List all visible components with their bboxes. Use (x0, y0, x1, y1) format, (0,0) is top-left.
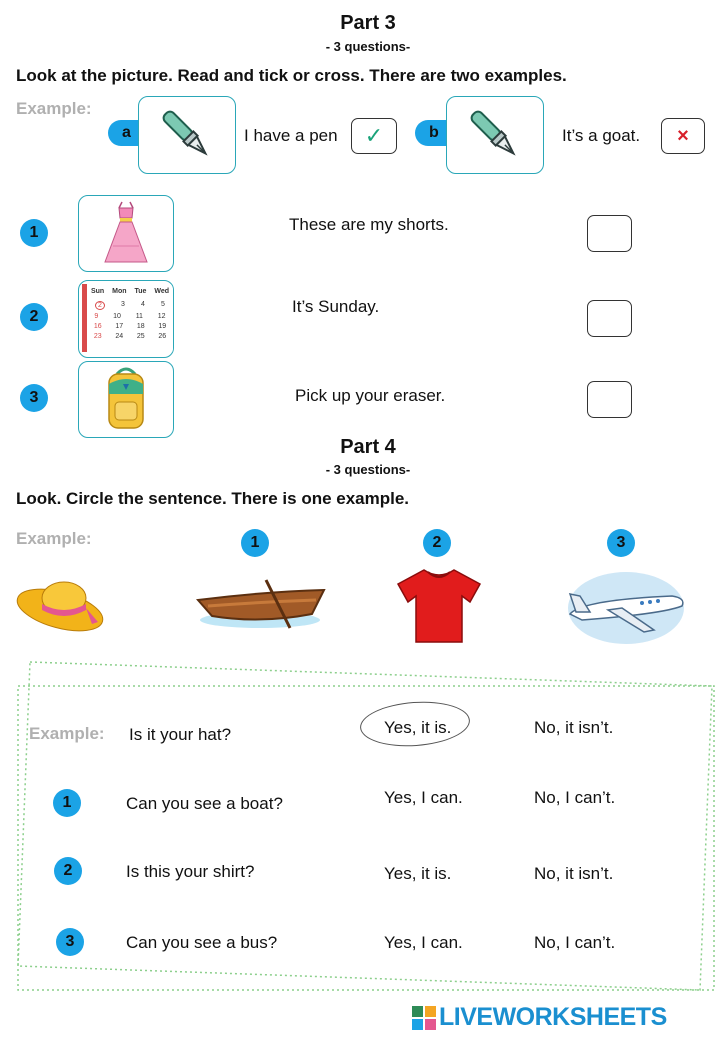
dress-icon (79, 196, 173, 271)
row-3-option-b[interactable]: No, I can’t. (534, 933, 616, 952)
calendar-date: 25 (136, 333, 145, 339)
question-2-picture (78, 280, 174, 358)
question-1-answer-box[interactable] (587, 215, 632, 252)
row-3-question: Can you see a bus? (126, 933, 278, 952)
calendar-date: 19 (158, 323, 167, 330)
calendar-date: 23 (93, 333, 102, 339)
row-1-number: 1 (53, 789, 81, 817)
calendar-date: 10 (113, 313, 121, 320)
pen-icon (139, 97, 235, 173)
part3-subtitle: - 3 questions- (325, 39, 411, 54)
example-a-answer-box[interactable]: ✓ (351, 118, 397, 154)
footer-brand (412, 1003, 667, 1032)
picture-3-number: 3 (607, 529, 635, 557)
part4-example-label: Example: (16, 529, 92, 548)
calendar-date: 18 (136, 323, 145, 330)
row-2-option-a[interactable]: Yes, it is. (384, 864, 452, 883)
part3-instruction: Look at the picture. Read and tick or cross. There are two examples. (16, 66, 567, 85)
calendar-date: 2 (95, 301, 105, 310)
part4-row-example-label: Example: (29, 724, 105, 743)
calendar-date: 16 (93, 323, 102, 330)
part3-example-label: Example: (16, 99, 92, 118)
question-2-answer-box[interactable] (587, 300, 632, 337)
backpack-icon (79, 362, 173, 437)
calendar-day: Mon (112, 288, 127, 295)
hat-icon (14, 570, 106, 636)
question-1-sentence: These are my shorts. (289, 215, 449, 234)
question-3-picture (78, 361, 174, 438)
example-option-b[interactable]: No, it isn’t. (534, 718, 614, 737)
row-2-option-b[interactable]: No, it isn’t. (534, 864, 614, 883)
footer-brand-text: LIVEWORKSHEETS (439, 1003, 667, 1031)
calendar-date: 24 (115, 333, 124, 339)
calendar-date: 12 (157, 313, 166, 320)
calendar-date: 5 (161, 301, 165, 308)
question-3-sentence: Pick up your eraser. (295, 386, 446, 405)
question-3-answer-box[interactable] (587, 381, 632, 418)
part4-subtitle: - 3 questions- (325, 462, 411, 477)
picture-1-number: 1 (241, 529, 269, 557)
question-1-picture (78, 195, 174, 272)
calendar-day: Wed (154, 288, 169, 295)
part4-instruction: Look. Circle the sentence. There is one example. (16, 489, 410, 508)
calendar-day: Sun (90, 288, 105, 295)
question-1-number: 1 (20, 219, 48, 247)
row-1-option-b[interactable]: No, I can’t. (534, 788, 616, 807)
example-b-answer-box[interactable]: × (661, 118, 705, 154)
calendar-date: 26 (158, 333, 167, 339)
row-2-number: 2 (54, 857, 82, 885)
question-2-number: 2 (20, 303, 48, 331)
part3-title: Part 3 (340, 12, 396, 34)
airplane-icon (562, 560, 690, 650)
part4-title: Part 4 (340, 436, 396, 458)
calendar-day: Tue (134, 288, 147, 295)
example-b-sentence: It’s a goat. (562, 126, 641, 145)
boat-icon (194, 572, 328, 632)
row-3-option-a[interactable]: Yes, I can. (384, 933, 463, 952)
question-2-sentence: It’s Sunday. (292, 297, 380, 316)
row-3-number: 3 (56, 928, 84, 956)
calendar-date: 9 (94, 313, 99, 320)
example-question: Is it your hat? (129, 725, 232, 744)
row-2-question: Is this your shirt? (126, 862, 255, 881)
liveworksheets-logo (412, 1006, 436, 1030)
example-a-tag: a (108, 120, 158, 146)
example-option-a[interactable]: Yes, it is. (384, 718, 452, 737)
question-3-number: 3 (20, 384, 48, 412)
example-a-sentence: I have a pen (244, 126, 338, 145)
calendar-date: 11 (135, 313, 143, 320)
calendar-date: 4 (141, 301, 145, 308)
picture-2-number: 2 (423, 529, 451, 557)
example-a-picture (138, 96, 236, 174)
calendar-icon (82, 284, 173, 352)
example-b-picture (446, 96, 544, 174)
row-1-question: Can you see a boat? (126, 794, 283, 813)
calendar-date: 17 (115, 323, 124, 330)
example-b-tag: b (415, 120, 465, 146)
calendar-date: 3 (121, 301, 125, 308)
pen-icon (447, 97, 543, 173)
tshirt-icon (394, 566, 484, 646)
row-1-option-a[interactable]: Yes, I can. (384, 788, 463, 807)
